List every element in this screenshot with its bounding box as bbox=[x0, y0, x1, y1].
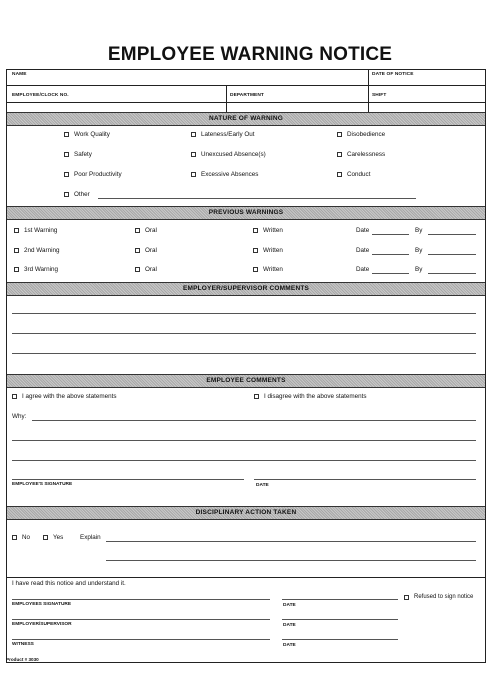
second-warning-checkbox[interactable] bbox=[14, 248, 19, 253]
explain-write-line[interactable] bbox=[106, 541, 476, 542]
second-by-line[interactable] bbox=[428, 254, 476, 255]
excessive-absences-checkbox[interactable] bbox=[191, 172, 196, 177]
ack-witness-date-label: DATE bbox=[283, 643, 296, 648]
third-date-label: Date bbox=[356, 266, 370, 273]
conduct-label: Conduct bbox=[347, 171, 371, 178]
supervisor-comment-line[interactable] bbox=[12, 313, 476, 314]
excessive-absences-label: Excessive Absences bbox=[201, 171, 259, 178]
carelessness-checkbox[interactable] bbox=[337, 152, 342, 157]
second-date-line[interactable] bbox=[372, 254, 409, 255]
refused-to-sign-checkbox[interactable] bbox=[404, 595, 409, 600]
yes-checkbox[interactable] bbox=[43, 535, 48, 540]
name-field[interactable] bbox=[30, 70, 364, 83]
agree-checkbox[interactable] bbox=[12, 394, 17, 399]
first-written-label: Written bbox=[263, 227, 283, 234]
work-quality-label: Work Quality bbox=[74, 131, 110, 138]
ack-witness-label: WITNESS bbox=[12, 642, 34, 647]
employee-comment-line[interactable] bbox=[12, 460, 476, 461]
third-oral-label: Oral bbox=[145, 266, 157, 273]
third-by-label: By bbox=[415, 266, 423, 273]
header-divider bbox=[7, 85, 485, 86]
third-by-line[interactable] bbox=[428, 273, 476, 274]
poor-productivity-checkbox[interactable] bbox=[64, 172, 69, 177]
header-divider-vertical bbox=[368, 69, 369, 113]
no-label: No bbox=[22, 534, 31, 541]
employee-comment-line[interactable] bbox=[12, 440, 476, 441]
explain-label: Explain bbox=[80, 534, 101, 541]
supervisor-comment-line[interactable] bbox=[12, 353, 476, 354]
date-of-notice-field[interactable] bbox=[369, 78, 484, 85]
ack-employee-date-label: DATE bbox=[283, 603, 296, 608]
work-quality-checkbox[interactable] bbox=[64, 132, 69, 137]
explain-write-line[interactable] bbox=[106, 560, 476, 561]
third-written-label: Written bbox=[263, 266, 283, 273]
acknowledge-divider bbox=[7, 577, 485, 578]
ack-witness-date-line[interactable] bbox=[282, 639, 398, 640]
product-number: Product # 3030 bbox=[6, 657, 39, 662]
section-header-previous: PREVIOUS WARNINGS bbox=[7, 206, 485, 220]
first-by-label: By bbox=[415, 227, 423, 234]
second-by-label: By bbox=[415, 247, 423, 254]
why-label: Why: bbox=[12, 413, 27, 420]
employee-clock-field[interactable] bbox=[8, 98, 224, 112]
first-oral-checkbox[interactable] bbox=[135, 228, 140, 233]
form-frame bbox=[6, 69, 486, 663]
department-field[interactable] bbox=[228, 98, 366, 112]
lateness-label: Lateness/Early Out bbox=[201, 131, 255, 138]
refused-to-sign-label: Refused to sign notice bbox=[414, 594, 474, 600]
supervisor-comment-line[interactable] bbox=[12, 333, 476, 334]
other-label: Other bbox=[74, 191, 90, 198]
second-written-checkbox[interactable] bbox=[253, 248, 258, 253]
third-oral-checkbox[interactable] bbox=[135, 267, 140, 272]
section-header-supervisor-comments: EMPLOYER/SUPERVISOR COMMENTS bbox=[7, 282, 485, 296]
section-header-nature: NATURE OF WARNING bbox=[7, 112, 485, 126]
form-title: EMPLOYEE WARNING NOTICE bbox=[107, 44, 393, 65]
conduct-checkbox[interactable] bbox=[337, 172, 342, 177]
why-write-line[interactable] bbox=[32, 420, 476, 421]
section-header-employee-comments: EMPLOYEE COMMENTS bbox=[7, 374, 485, 388]
employee-date-label: DATE bbox=[256, 483, 269, 488]
carelessness-label: Carelessness bbox=[347, 151, 386, 158]
unexcused-absence-label: Unexcused Absence(s) bbox=[201, 151, 266, 158]
safety-label: Safety bbox=[74, 151, 92, 158]
ack-supervisor-date-label: DATE bbox=[283, 623, 296, 628]
other-write-line[interactable] bbox=[98, 198, 416, 199]
second-oral-label: Oral bbox=[145, 247, 157, 254]
third-written-checkbox[interactable] bbox=[253, 267, 258, 272]
first-date-line[interactable] bbox=[372, 234, 409, 235]
first-warning-label: 1st Warning bbox=[24, 227, 58, 234]
second-written-label: Written bbox=[263, 247, 283, 254]
first-oral-label: Oral bbox=[145, 227, 157, 234]
disobedience-label: Disobedience bbox=[347, 131, 386, 138]
disobedience-checkbox[interactable] bbox=[337, 132, 342, 137]
header-divider-vertical bbox=[226, 86, 227, 113]
disagree-label: I disagree with the above statements bbox=[264, 393, 367, 400]
employee-clock-label: EMPLOYEE/CLOCK NO. bbox=[12, 93, 69, 98]
first-date-label: Date bbox=[356, 227, 370, 234]
second-warning-label: 2nd Warning bbox=[24, 247, 60, 254]
disagree-checkbox[interactable] bbox=[254, 394, 259, 399]
ack-employee-signature-label: EMPLOYEES SIGNATURE bbox=[12, 602, 72, 607]
date-of-notice-label: DATE OF NOTICE bbox=[372, 72, 414, 77]
ack-supervisor-label: EMPLOYER/SUPERVISOR bbox=[12, 622, 72, 627]
department-label: DEPARTMENT bbox=[230, 93, 264, 98]
lateness-checkbox[interactable] bbox=[191, 132, 196, 137]
safety-checkbox[interactable] bbox=[64, 152, 69, 157]
ack-supervisor-signature-line[interactable] bbox=[12, 619, 270, 620]
shift-label: SHIFT bbox=[372, 93, 387, 98]
agree-label: I agree with the above statements bbox=[22, 393, 117, 400]
employee-date-line[interactable] bbox=[254, 479, 476, 480]
third-date-line[interactable] bbox=[372, 273, 409, 274]
ack-supervisor-date-line[interactable] bbox=[282, 619, 398, 620]
unexcused-absence-checkbox[interactable] bbox=[191, 152, 196, 157]
shift-field[interactable] bbox=[370, 98, 484, 112]
ack-witness-signature-line[interactable] bbox=[12, 639, 270, 640]
other-checkbox[interactable] bbox=[64, 192, 69, 197]
yes-label: Yes bbox=[53, 534, 64, 541]
employee-signature-line[interactable] bbox=[12, 479, 244, 480]
first-by-line[interactable] bbox=[428, 234, 476, 235]
third-warning-checkbox[interactable] bbox=[14, 267, 19, 272]
section-header-disciplinary: DISCIPLINARY ACTION TAKEN bbox=[7, 506, 485, 520]
second-oral-checkbox[interactable] bbox=[135, 248, 140, 253]
acknowledge-statement: I have read this notice and understand it. bbox=[12, 580, 126, 587]
second-date-label: Date bbox=[356, 247, 370, 254]
no-checkbox[interactable] bbox=[12, 535, 17, 540]
third-warning-label: 3rd Warning bbox=[24, 266, 59, 273]
name-label: NAME bbox=[12, 72, 27, 77]
poor-productivity-label: Poor Productivity bbox=[74, 171, 122, 178]
ack-employee-signature-line[interactable] bbox=[12, 599, 270, 600]
ack-employee-date-line[interactable] bbox=[282, 599, 398, 600]
first-warning-checkbox[interactable] bbox=[14, 228, 19, 233]
employee-signature-label: EMPLOYEE'S SIGNATURE bbox=[12, 482, 73, 487]
first-written-checkbox[interactable] bbox=[253, 228, 258, 233]
